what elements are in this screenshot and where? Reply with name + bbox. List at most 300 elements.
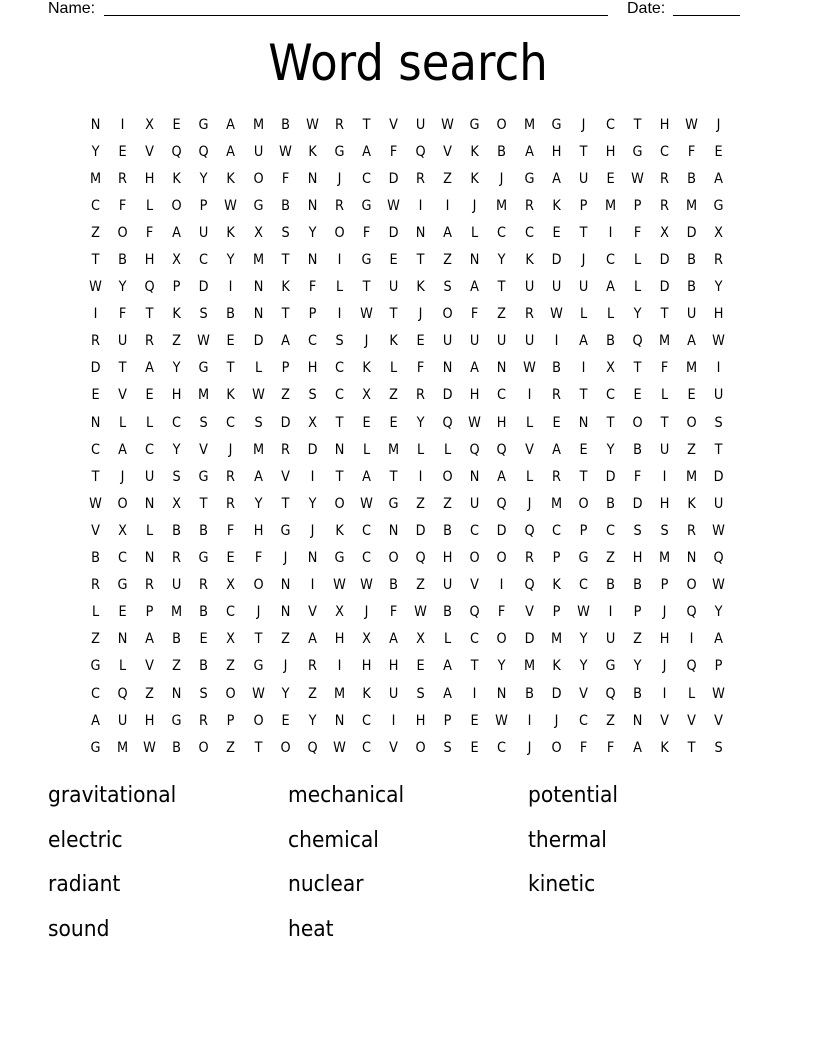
grid-cell: L bbox=[417, 441, 425, 458]
grid-cell: W bbox=[360, 577, 373, 594]
grid-cell: M bbox=[333, 685, 345, 702]
grid-cell: P bbox=[714, 658, 723, 675]
grid-cell: K bbox=[280, 279, 290, 296]
grid-cell: Q bbox=[632, 333, 643, 350]
grid-cell: N bbox=[470, 468, 480, 485]
grid-cell: U bbox=[524, 279, 534, 296]
word-list-item: potential bbox=[528, 783, 619, 808]
grid-cell: N bbox=[117, 631, 128, 648]
date-label: Date: bbox=[627, 0, 666, 17]
grid-cell: D bbox=[253, 333, 264, 350]
grid-cell: G bbox=[117, 577, 128, 594]
grid-cell: J bbox=[418, 306, 423, 323]
grid-cell: E bbox=[470, 739, 479, 756]
grid-cell: G bbox=[334, 550, 345, 567]
grid-cell: L bbox=[606, 306, 614, 323]
grid-cell: U bbox=[117, 333, 128, 350]
grid-cell: V bbox=[687, 712, 697, 729]
grid-cell: Y bbox=[172, 360, 181, 377]
grid-cell: X bbox=[226, 631, 236, 648]
grid-cell: C bbox=[172, 414, 182, 431]
grid-cell: Z bbox=[226, 658, 236, 675]
grid-cell: C bbox=[497, 224, 507, 241]
grid-cell: E bbox=[172, 116, 181, 133]
grid-cell: U bbox=[172, 577, 182, 594]
grid-cell: O bbox=[686, 414, 697, 431]
grid-cell: F bbox=[118, 197, 127, 214]
grid-cell: W bbox=[360, 306, 373, 323]
grid-cell: T bbox=[579, 468, 588, 485]
grid-cell: J bbox=[364, 604, 369, 621]
grid-cell: B bbox=[443, 522, 453, 539]
grid-cell: A bbox=[307, 631, 317, 648]
grid-cell: E bbox=[281, 712, 290, 729]
grid-cell: C bbox=[660, 143, 670, 160]
grid-cell: Y bbox=[606, 441, 615, 458]
grid-cell: Z bbox=[307, 685, 317, 702]
grid-cell: B bbox=[632, 685, 642, 702]
grid-cell: A bbox=[145, 360, 155, 377]
grid-cell: S bbox=[416, 685, 425, 702]
grid-cell: Y bbox=[416, 414, 425, 431]
grid-cell: R bbox=[660, 197, 669, 214]
grid-cell: W bbox=[468, 414, 482, 431]
grid-cell: Y bbox=[172, 441, 181, 458]
grid-cell: F bbox=[281, 170, 289, 187]
grid-cell: N bbox=[686, 550, 697, 567]
grid-cell: N bbox=[144, 550, 155, 567]
grid-cell: T bbox=[118, 360, 127, 377]
grid-cell: A bbox=[145, 631, 155, 648]
grid-cell: H bbox=[144, 170, 155, 187]
grid-cell: K bbox=[308, 143, 317, 160]
grid-cell: L bbox=[579, 306, 587, 323]
grid-cell: D bbox=[551, 252, 562, 269]
date-field-line bbox=[673, 0, 740, 16]
grid-cell: V bbox=[307, 604, 317, 621]
grid-cell: I bbox=[527, 712, 531, 729]
grid-cell: D bbox=[442, 387, 453, 404]
grid-cell: N bbox=[253, 306, 263, 323]
grid-cell: U bbox=[388, 279, 399, 296]
grid-cell: W bbox=[495, 712, 509, 729]
grid-cell: Y bbox=[254, 495, 263, 512]
grid-cell: A bbox=[280, 333, 290, 350]
grid-cell: C bbox=[605, 387, 615, 404]
name-label: Name: bbox=[48, 0, 96, 17]
grid-cell: W bbox=[414, 604, 428, 621]
grid-cell: L bbox=[525, 414, 533, 431]
grid-cell: Z bbox=[416, 577, 426, 594]
grid-cell: H bbox=[659, 116, 670, 133]
grid-cell: N bbox=[334, 712, 345, 729]
grid-cell: G bbox=[253, 658, 264, 675]
grid-cell: F bbox=[146, 224, 154, 241]
grid-cell: R bbox=[145, 577, 155, 594]
grid-cell: Y bbox=[498, 658, 506, 675]
grid-cell: A bbox=[687, 333, 697, 350]
grid-cell: H bbox=[470, 387, 480, 404]
grid-cell: E bbox=[714, 143, 723, 160]
grid-cell: O bbox=[496, 116, 508, 133]
grid-cell: Z bbox=[280, 387, 290, 404]
grid-cell: L bbox=[362, 441, 371, 458]
grid-cell: J bbox=[662, 658, 667, 675]
grid-cell: X bbox=[605, 360, 615, 377]
grid-cell: W bbox=[712, 685, 726, 702]
grid-cell: A bbox=[226, 116, 236, 133]
grid-cell: A bbox=[443, 685, 453, 702]
grid-cell: C bbox=[497, 387, 507, 404]
grid-cell: N bbox=[497, 360, 507, 377]
grid-cell: G bbox=[253, 197, 264, 214]
grid-cell: B bbox=[172, 739, 182, 756]
grid-cell: D bbox=[632, 495, 643, 512]
grid-cell: O bbox=[198, 739, 209, 756]
grid-cell: I bbox=[554, 333, 559, 350]
grid-cell: N bbox=[171, 685, 182, 702]
grid-cell: E bbox=[226, 550, 236, 567]
grid-cell: G bbox=[524, 170, 535, 187]
grid-cell: O bbox=[253, 712, 264, 729]
grid-cell: B bbox=[199, 604, 209, 621]
grid-cell: R bbox=[660, 170, 669, 187]
grid-cell: X bbox=[362, 387, 371, 404]
grid-cell: F bbox=[254, 550, 262, 567]
grid-cell: U bbox=[388, 685, 399, 702]
grid-cell: T bbox=[714, 441, 723, 458]
grid-cell: M bbox=[252, 252, 264, 269]
grid-cell: Z bbox=[172, 333, 182, 350]
grid-cell: O bbox=[496, 550, 508, 567]
grid-cell: W bbox=[333, 739, 346, 756]
grid-cell: B bbox=[551, 360, 561, 377]
grid-cell: B bbox=[632, 441, 642, 458]
grid-cell: T bbox=[660, 414, 669, 431]
grid-cell: G bbox=[198, 360, 209, 377]
grid-cell: J bbox=[256, 604, 261, 621]
grid-cell: T bbox=[199, 495, 208, 512]
grid-cell: E bbox=[687, 387, 696, 404]
grid-cell: Z bbox=[226, 739, 236, 756]
grid-cell: L bbox=[633, 279, 642, 296]
grid-cell: D bbox=[551, 685, 562, 702]
grid-cell: C bbox=[145, 441, 155, 458]
grid-cell: V bbox=[280, 468, 290, 485]
grid-cell: P bbox=[443, 712, 452, 729]
page-title: Word search bbox=[268, 34, 548, 92]
grid-cell: Q bbox=[117, 685, 128, 702]
grid-cell: V bbox=[470, 577, 480, 594]
grid-cell: A bbox=[551, 441, 561, 458]
grid-cell: D bbox=[388, 170, 399, 187]
grid-cell: J bbox=[229, 441, 233, 458]
grid-cell: C bbox=[226, 414, 236, 431]
grid-cell: H bbox=[659, 631, 670, 648]
grid-cell: D bbox=[659, 252, 670, 269]
grid-cell: N bbox=[470, 252, 480, 269]
grid-cell: R bbox=[334, 116, 344, 133]
grid-cell: C bbox=[361, 739, 371, 756]
grid-cell: N bbox=[388, 522, 399, 539]
grid-cell: R bbox=[91, 333, 101, 350]
grid-cell: I bbox=[229, 279, 233, 296]
grid-cell: K bbox=[687, 495, 696, 512]
grid-cell: K bbox=[470, 143, 480, 160]
grid-cell: W bbox=[278, 143, 292, 160]
grid-cell: H bbox=[361, 658, 372, 675]
grid-cell: L bbox=[146, 414, 154, 431]
grid-cell: L bbox=[335, 279, 343, 296]
grid-cell: X bbox=[416, 631, 426, 648]
grid-cell: E bbox=[118, 143, 127, 160]
grid-cell: L bbox=[389, 360, 398, 377]
grid-cell: O bbox=[442, 468, 453, 485]
grid-cell: J bbox=[500, 170, 504, 187]
grid-cell: R bbox=[91, 577, 101, 594]
grid-cell: D bbox=[415, 522, 426, 539]
grid-cell: R bbox=[226, 495, 236, 512]
grid-cell: D bbox=[605, 468, 616, 485]
grid-cell: B bbox=[687, 170, 697, 187]
grid-cell: Q bbox=[523, 577, 535, 594]
grid-cell: K bbox=[551, 658, 561, 675]
grid-cell: L bbox=[660, 387, 669, 404]
grid-cell: V bbox=[443, 143, 453, 160]
grid-cell: N bbox=[280, 604, 291, 621]
grid-cell: E bbox=[633, 387, 642, 404]
grid-cell: B bbox=[199, 658, 209, 675]
grid-cell: Q bbox=[415, 143, 426, 160]
grid-cell: N bbox=[307, 197, 318, 214]
grid-cell: K bbox=[226, 224, 236, 241]
grid-cell: P bbox=[579, 522, 588, 539]
grid-cell: S bbox=[443, 279, 452, 296]
grid-cell: Q bbox=[171, 143, 182, 160]
grid-cell: A bbox=[551, 170, 561, 187]
grid-cell: W bbox=[441, 116, 455, 133]
grid-cell: Z bbox=[91, 631, 100, 648]
grid-cell: T bbox=[362, 116, 371, 133]
grid-cell: R bbox=[714, 252, 724, 269]
grid-cell: C bbox=[307, 333, 317, 350]
grid-cell: B bbox=[632, 577, 642, 594]
grid-cell: W bbox=[143, 739, 157, 756]
grid-cell: L bbox=[119, 658, 127, 675]
grid-cell: W bbox=[89, 495, 102, 512]
grid-cell: Z bbox=[389, 387, 398, 404]
grid-cell: U bbox=[551, 279, 561, 296]
grid-cell: F bbox=[308, 279, 317, 296]
grid-cell: L bbox=[146, 197, 154, 214]
grid-cell: B bbox=[91, 550, 100, 567]
grid-cell: C bbox=[524, 224, 534, 241]
grid-cell: Z bbox=[605, 712, 615, 729]
grid-cell: H bbox=[659, 495, 670, 512]
grid-cell: N bbox=[307, 550, 318, 567]
grid-cell: R bbox=[280, 441, 290, 458]
grid-cell: S bbox=[199, 306, 209, 323]
grid-cell: C bbox=[361, 712, 371, 729]
grid-cell: I bbox=[418, 197, 423, 214]
word-list-item: sound bbox=[48, 916, 110, 942]
grid-cell: J bbox=[581, 252, 586, 269]
grid-cell: B bbox=[389, 577, 398, 594]
grid-cell: Y bbox=[579, 658, 588, 675]
grid-cell: U bbox=[659, 441, 670, 458]
grid-cell: Y bbox=[308, 712, 317, 729]
grid-cell: E bbox=[362, 414, 371, 431]
grid-cell: H bbox=[442, 550, 453, 567]
grid-cell: N bbox=[442, 360, 453, 377]
grid-cell: E bbox=[552, 224, 561, 241]
grid-cell: A bbox=[226, 143, 236, 160]
grid-cell: P bbox=[145, 604, 154, 621]
grid-cell: G bbox=[90, 658, 101, 675]
grid-cell: D bbox=[198, 279, 209, 296]
grid-cell: I bbox=[391, 712, 396, 729]
grid-cell: T bbox=[389, 468, 398, 485]
grid-cell: Z bbox=[443, 252, 453, 269]
grid-cell: J bbox=[662, 604, 667, 621]
grid-cell: W bbox=[333, 577, 346, 594]
grid-cell: B bbox=[280, 197, 290, 214]
grid-cell: M bbox=[658, 333, 671, 350]
grid-cell: Z bbox=[91, 224, 100, 241]
grid-cell: S bbox=[335, 333, 344, 350]
grid-cell: M bbox=[252, 441, 264, 458]
grid-cell: L bbox=[633, 252, 642, 269]
grid-cell: A bbox=[714, 170, 724, 187]
grid-cell: P bbox=[579, 197, 588, 214]
grid-cell: T bbox=[389, 306, 398, 323]
grid-cell: T bbox=[606, 414, 615, 431]
grid-cell: W bbox=[224, 197, 238, 214]
grid-cell: F bbox=[498, 604, 506, 621]
grid-cell: L bbox=[688, 685, 696, 702]
grid-cell: A bbox=[389, 631, 398, 648]
grid-cell: C bbox=[91, 197, 101, 214]
grid-cell: A bbox=[714, 631, 724, 648]
grid-cell: B bbox=[687, 252, 697, 269]
grid-cell: S bbox=[199, 685, 209, 702]
grid-cell: M bbox=[604, 197, 616, 214]
grid-cell: J bbox=[337, 170, 342, 187]
grid-cell: U bbox=[470, 333, 480, 350]
grid-cell: Y bbox=[714, 604, 723, 621]
grid-cell: B bbox=[280, 116, 290, 133]
grid-cell: F bbox=[660, 360, 669, 377]
grid-cell: C bbox=[118, 550, 128, 567]
grid-cell: O bbox=[551, 739, 562, 756]
grid-cell: R bbox=[172, 550, 182, 567]
grid-cell: G bbox=[632, 143, 643, 160]
grid-cell: Y bbox=[498, 252, 506, 269]
grid-cell: L bbox=[91, 604, 100, 621]
grid-cell: C bbox=[605, 252, 615, 269]
grid-cell: Y bbox=[199, 170, 208, 187]
grid-cell: Y bbox=[714, 279, 723, 296]
grid-cell: S bbox=[254, 414, 263, 431]
grid-cell: F bbox=[633, 468, 642, 485]
grid-cell: U bbox=[443, 577, 453, 594]
grid-cell: V bbox=[145, 143, 155, 160]
grid-cell: T bbox=[227, 360, 235, 377]
grid-cell: C bbox=[199, 252, 209, 269]
grid-cell: O bbox=[225, 685, 237, 702]
grid-cell: C bbox=[578, 577, 588, 594]
grid-cell: K bbox=[660, 739, 669, 756]
grid-cell: O bbox=[388, 550, 399, 567]
grid-cell: K bbox=[551, 197, 561, 214]
grid-cell: B bbox=[605, 495, 615, 512]
grid-cell: X bbox=[660, 224, 669, 241]
grid-cell: B bbox=[172, 522, 182, 539]
word-list-item: thermal bbox=[528, 827, 607, 853]
grid-cell: R bbox=[416, 387, 426, 404]
grid-cell: J bbox=[716, 116, 721, 133]
grid-cell: K bbox=[389, 333, 398, 350]
grid-cell: N bbox=[253, 279, 263, 296]
grid-cell: W bbox=[251, 387, 265, 404]
grid-cell: Z bbox=[280, 631, 290, 648]
grid-cell: P bbox=[308, 306, 317, 323]
grid-cell: E bbox=[552, 414, 561, 431]
grid-cell: A bbox=[578, 333, 588, 350]
grid-cell: H bbox=[632, 550, 643, 567]
grid-cell: Y bbox=[579, 631, 588, 648]
grid-cell: Q bbox=[686, 604, 697, 621]
grid-cell: G bbox=[198, 468, 209, 485]
grid-cell: X bbox=[226, 577, 236, 594]
grid-cell: G bbox=[171, 712, 182, 729]
grid-cell: I bbox=[337, 658, 342, 675]
grid-cell: C bbox=[605, 522, 615, 539]
grid-cell: T bbox=[470, 658, 479, 675]
grid-cell: A bbox=[362, 468, 371, 485]
grid-cell: N bbox=[90, 116, 101, 133]
grid-cell: G bbox=[198, 116, 209, 133]
grid-cell: O bbox=[253, 577, 264, 594]
grid-cell: A bbox=[470, 360, 480, 377]
grid-cell: B bbox=[199, 522, 209, 539]
grid-cell: C bbox=[361, 550, 371, 567]
grid-cell: P bbox=[281, 360, 290, 377]
grid-cell: J bbox=[554, 712, 559, 729]
grid-cell: W bbox=[712, 522, 726, 539]
grid-cell: Q bbox=[605, 685, 616, 702]
grid-cell: E bbox=[389, 414, 398, 431]
grid-cell: I bbox=[608, 604, 613, 621]
grid-cell: H bbox=[144, 252, 155, 269]
grid-cell: Y bbox=[91, 143, 100, 160]
grid-cell: K bbox=[551, 577, 561, 594]
grid-cell: K bbox=[172, 170, 182, 187]
grid-cell: N bbox=[578, 414, 589, 431]
grid-cell: C bbox=[470, 631, 480, 648]
grid-cell: T bbox=[579, 224, 588, 241]
grid-cell: W bbox=[631, 170, 644, 187]
grid-cell: O bbox=[415, 739, 426, 756]
grid-cell: H bbox=[144, 712, 155, 729]
grid-cell: M bbox=[686, 360, 698, 377]
grid-cell: I bbox=[445, 197, 450, 214]
grid-cell: Q bbox=[496, 495, 508, 512]
grid-cell: S bbox=[308, 387, 317, 404]
grid-cell: A bbox=[172, 224, 182, 241]
grid-cell: C bbox=[361, 170, 371, 187]
grid-cell: V bbox=[199, 441, 209, 458]
